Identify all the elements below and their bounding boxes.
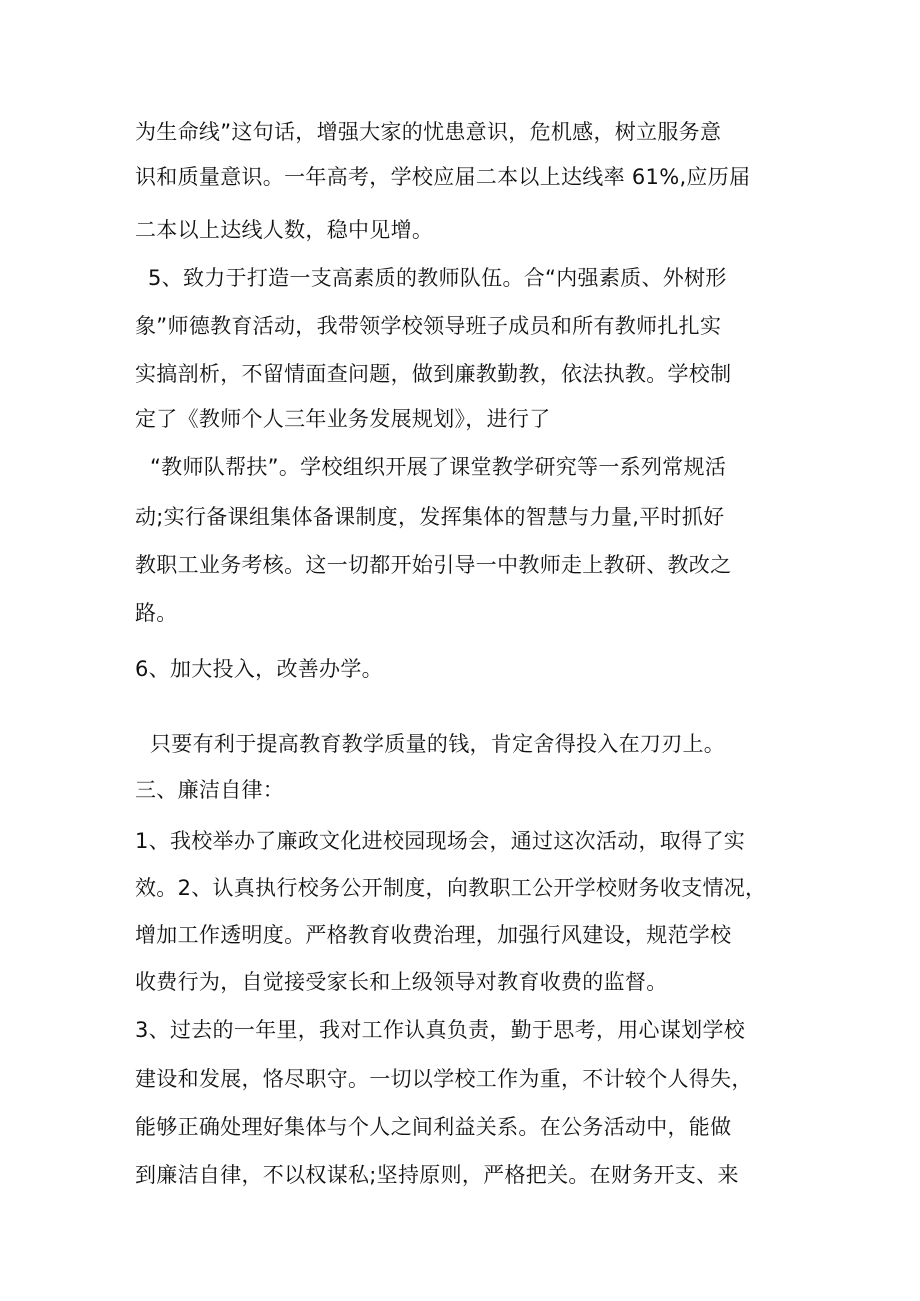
section-heading: 三、廉洁自律：	[135, 778, 285, 802]
text-line: 建设和发展，恪尽职守。一切以学校工作为重，不计较个人得失，	[135, 1067, 753, 1091]
text-line: 收费行为，自觉接受家长和上级领导对教育收费的监督。	[135, 970, 668, 994]
text-line: 教职工业务考核。这一切都开始引导一中教师走上教研、教改之	[135, 553, 732, 577]
text-line: “教师队帮扶”。学校组织开展了课堂教学研究等一系列常规活	[150, 455, 727, 479]
text-line: 二本以上达线人数，稳中见增。	[135, 218, 434, 242]
text-line: 实搞剖析，不留情面查问题，做到廉教勤教，依法执教。学校制	[135, 362, 732, 386]
text-line: 定了《教师个人三年业务发展规划》，进行了	[135, 407, 551, 431]
text-line: 效。2、认真执行校务公开制度，向教职工公开学校财务收支情况，	[135, 876, 767, 900]
text-line: 增加工作透明度。严格教育收费治理，加强行风建设，规范学校	[135, 923, 732, 947]
section-heading: 6、加大投入，改善办学。	[135, 657, 383, 681]
text-line: 5、致力于打造一支高素质的教师队伍。合“内强素质、外树形	[148, 266, 727, 290]
text-line: 为生命线”这句话，增强大家的忧患意识，危机感，树立服务意	[135, 120, 722, 144]
text-line: 动;实行备课组集体备课制度，发挥集体的智慧与力量,平时抓好	[135, 505, 725, 529]
text-line: 3、过去的一年里，我对工作认真负责，勤于思考，用心谋划学校	[135, 1018, 746, 1042]
text-line: 象”师德教育活动，我带领学校领导班子成员和所有教师扎扎实	[135, 314, 722, 338]
text-line: 能够正确处理好集体与个人之间利益关系。在公务活动中，能做	[135, 1115, 732, 1139]
text-line: 识和质量意识。一年高考，学校应届二本以上达线率 61%,应历届	[135, 165, 751, 189]
text-line: 路。	[135, 601, 178, 625]
text-line: 只要有利于提高教育教学质量的钱，肯定舍得投入在刀刃上。	[150, 732, 726, 756]
text-line: 1、我校举办了廉政文化进校园现场会，通过这次活动，取得了实	[135, 829, 746, 853]
text-line: 到廉洁自律，不以权谋私;坚持原则，严格把关。在财务开支、来	[135, 1163, 739, 1187]
